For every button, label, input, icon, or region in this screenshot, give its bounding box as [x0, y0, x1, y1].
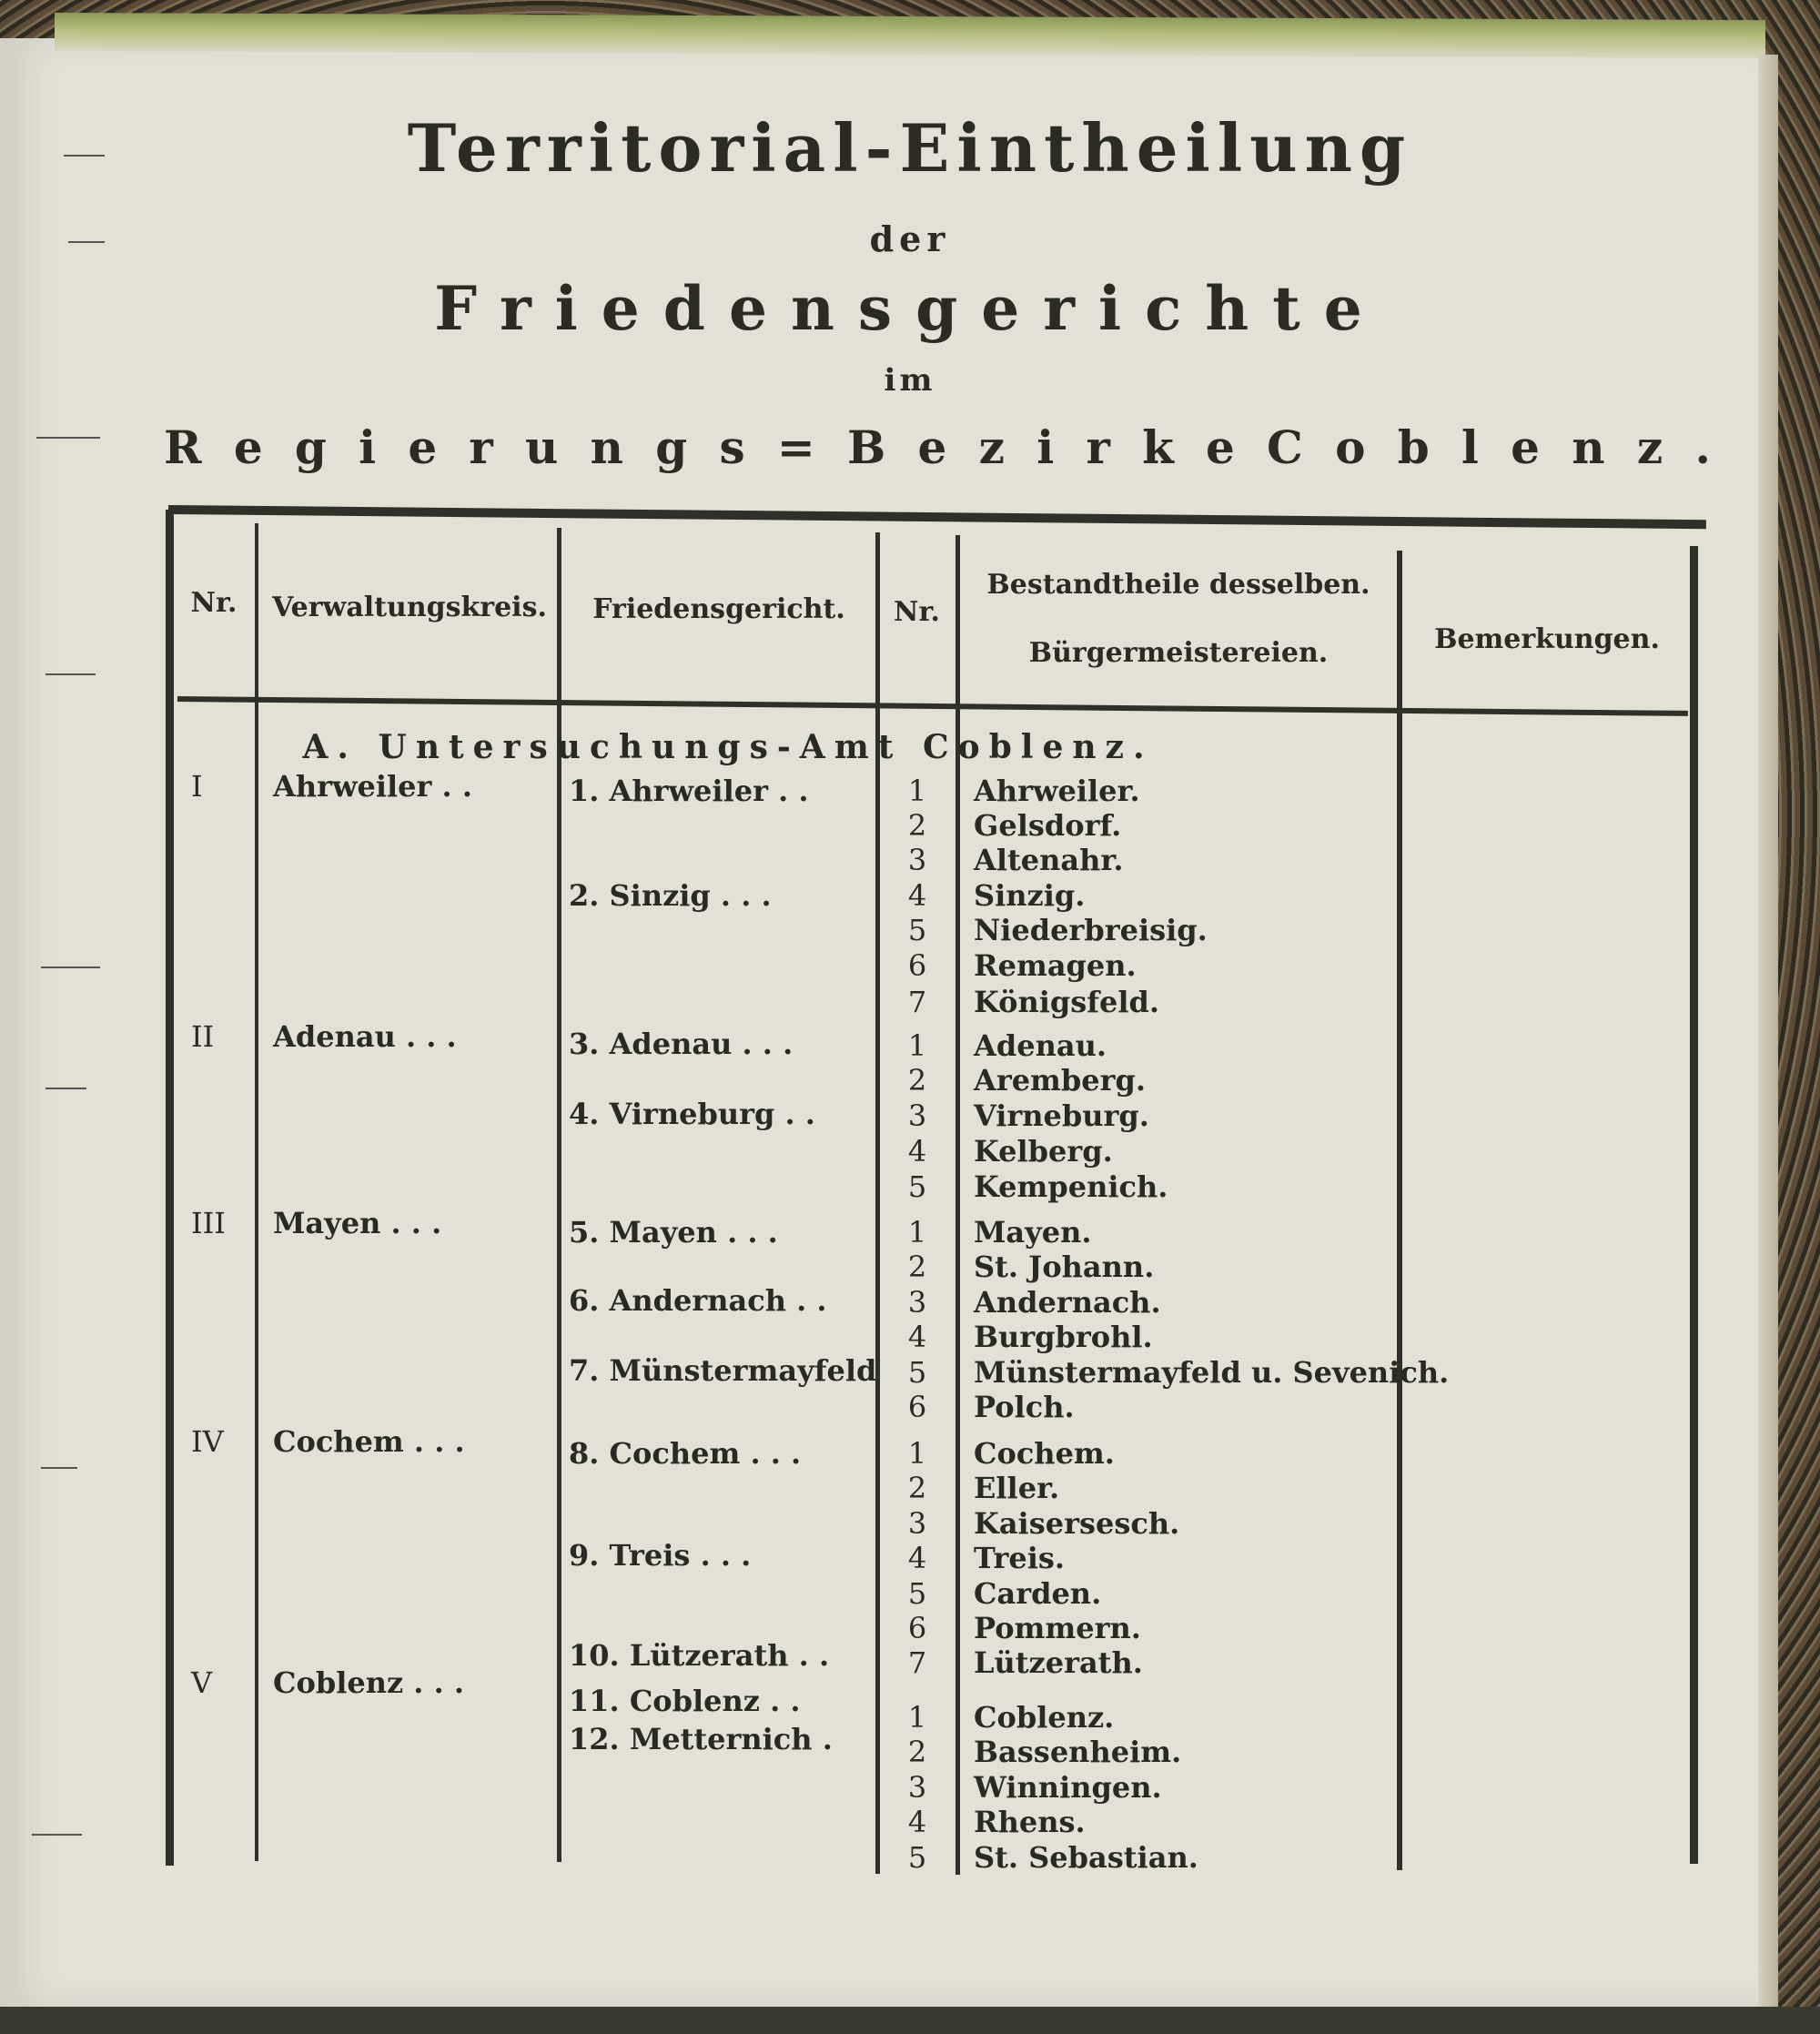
- buergermeisterei-name: Andernach.: [974, 1285, 1161, 1320]
- buergermeisterei-name: Virneburg.: [974, 1098, 1149, 1133]
- buergermeisterei-name: Treis.: [974, 1541, 1066, 1575]
- header-friedensgericht: Friedensgericht.: [592, 593, 845, 625]
- kreis-number: V: [191, 1665, 213, 1700]
- title-letter: r: [469, 420, 493, 474]
- col-rule-bestand: [1397, 551, 1402, 1870]
- buergermeisterei-number: 6: [907, 948, 927, 983]
- buergermeisterei-name: Gelsdorf.: [974, 808, 1122, 843]
- buergermeisterei-number: 6: [907, 1611, 927, 1645]
- title-letter: e: [917, 420, 947, 474]
- title-letter: e: [233, 420, 263, 474]
- buergermeisterei-number: 7: [907, 985, 927, 1019]
- title-letter: n: [590, 420, 623, 474]
- title-letter: k: [1142, 420, 1174, 474]
- buergermeisterei-name: Kelberg.: [974, 1134, 1113, 1169]
- buergermeisterei-number: 1: [907, 1215, 927, 1250]
- buergermeisterei-name: Königsfeld.: [974, 985, 1160, 1019]
- buergermeisterei-name: Kempenich.: [974, 1169, 1168, 1204]
- buergermeisterei-number: 4: [907, 1805, 927, 1839]
- buergermeisterei-number: 2: [907, 808, 927, 843]
- kreis-number: II: [191, 1019, 215, 1054]
- page-right-edge: [1758, 55, 1778, 2011]
- buergermeisterei-name: Niederbreisig.: [974, 913, 1208, 947]
- buergermeisterei-number: 4: [907, 1134, 927, 1169]
- title-letter: e: [408, 420, 438, 474]
- buergermeisterei-number: 3: [907, 1098, 927, 1133]
- table-right-border: [1690, 546, 1698, 1864]
- buergermeisterei-number: 4: [907, 1541, 927, 1575]
- buergermeisterei-number: 6: [907, 1390, 927, 1424]
- title-letter: z: [1636, 420, 1663, 474]
- binding-mark: [32, 1834, 82, 1836]
- friedensgericht-name: 7. Münstermayfeld: [569, 1353, 877, 1388]
- title-letter: e: [1205, 420, 1235, 474]
- title-letter: C: [1267, 420, 1303, 474]
- buergermeisterei-name: Lützerath.: [974, 1645, 1143, 1680]
- kreis-number: IV: [191, 1424, 224, 1459]
- buergermeisterei-name: Winningen.: [974, 1770, 1162, 1805]
- friedensgericht-name: 2. Sinzig . . .: [569, 878, 772, 913]
- title-letter: b: [1397, 420, 1430, 474]
- buergermeisterei-name: Eller.: [974, 1471, 1060, 1505]
- buergermeisterei-number: 3: [907, 1506, 927, 1541]
- title-regierungs-bezirk: [164, 420, 1711, 474]
- bottom-strip: [0, 2007, 1820, 2034]
- friedensgericht-name: 11. Coblenz . .: [569, 1684, 801, 1718]
- buergermeisterei-name: Cochem.: [974, 1436, 1115, 1471]
- col-rule-nr: [255, 523, 258, 1861]
- buergermeisterei-name: Polch.: [974, 1390, 1075, 1424]
- header-nr2: Nr.: [894, 596, 940, 628]
- page-top-edge: [55, 13, 1765, 58]
- friedensgericht-name: 9. Treis . . .: [569, 1538, 752, 1573]
- header-nr: Nr.: [190, 587, 238, 619]
- header-bemerkungen: Bemerkungen.: [1434, 623, 1660, 655]
- page-title: Territorial-Eintheilung: [407, 109, 1413, 187]
- buergermeisterei-name: Adenau.: [974, 1028, 1107, 1063]
- buergermeisterei-number: 5: [907, 1169, 927, 1204]
- buergermeisterei-number: 5: [907, 1576, 927, 1611]
- buergermeisterei-name: Aremberg.: [974, 1063, 1147, 1098]
- buergermeisterei-name: St. Johann.: [974, 1250, 1155, 1284]
- buergermeisterei-name: Carden.: [974, 1576, 1102, 1611]
- kreis-name: Coblenz . . .: [273, 1665, 464, 1700]
- buergermeisterei-number: 3: [907, 1770, 927, 1805]
- buergermeisterei-number: 3: [907, 1285, 927, 1320]
- title-letter: o: [1335, 420, 1366, 474]
- buergermeisterei-name: Remagen.: [974, 948, 1137, 983]
- buergermeisterei-number: 3: [907, 843, 927, 877]
- title-letter: g: [294, 420, 327, 474]
- title-line-im: im: [884, 362, 936, 399]
- binding-mark: [36, 437, 100, 439]
- binding-mark: [46, 1088, 86, 1089]
- header-buergermeistereien: Bürgermeistereien.: [1028, 637, 1329, 669]
- title-letter: n: [1572, 420, 1605, 474]
- buergermeisterei-number: 5: [907, 1355, 927, 1390]
- friedensgericht-name: 4. Virneburg . .: [569, 1097, 815, 1131]
- kreis-name: Cochem . . .: [273, 1424, 465, 1459]
- friedensgericht-name: 12. Metternich .: [569, 1722, 833, 1756]
- title-letter: i: [1036, 420, 1055, 474]
- buergermeisterei-name: St. Sebastian.: [974, 1840, 1198, 1875]
- buergermeisterei-number: 1: [907, 1436, 927, 1471]
- title-letter: e: [1511, 420, 1540, 474]
- buergermeisterei-number: 5: [907, 1840, 927, 1875]
- buergermeisterei-name: Pommern.: [974, 1611, 1141, 1645]
- friedensgericht-name: 10. Lützerath . .: [569, 1638, 830, 1673]
- friedensgericht-name: 1. Ahrweiler . .: [569, 774, 809, 808]
- buergermeisterei-name: Altenahr.: [974, 843, 1124, 877]
- buergermeisterei-name: Mayen.: [974, 1215, 1092, 1250]
- kreis-name: Adenau . . .: [273, 1019, 457, 1054]
- kreis-name: Ahrweiler . .: [273, 769, 472, 804]
- title-line-der: der: [869, 218, 951, 259]
- buergermeisterei-number: 2: [907, 1063, 927, 1098]
- friedensgericht-name: 6. Andernach . .: [569, 1283, 827, 1318]
- buergermeisterei-number: 4: [907, 1320, 927, 1354]
- title-letter: s: [719, 420, 745, 474]
- header-verwaltungskreis: Verwaltungskreis.: [272, 592, 547, 623]
- title-letter: i: [359, 420, 377, 474]
- binding-mark: [41, 1467, 77, 1469]
- buergermeisterei-number: 1: [907, 774, 927, 808]
- title-letter: l: [1461, 420, 1479, 474]
- buergermeisterei-number: 5: [907, 913, 927, 947]
- friedensgericht-name: 5. Mayen . . .: [569, 1215, 778, 1250]
- buergermeisterei-name: Coblenz.: [974, 1700, 1115, 1735]
- table-left-border: [166, 510, 174, 1866]
- title-letter: z: [978, 420, 1005, 474]
- buergermeisterei-name: Burgbrohl.: [974, 1320, 1153, 1354]
- kreis-number: I: [191, 769, 203, 804]
- title-friedensgerichte: Friedensgerichte: [434, 273, 1386, 344]
- buergermeisterei-name: Bassenheim.: [974, 1735, 1182, 1769]
- title-letter: u: [525, 420, 559, 474]
- buergermeisterei-number: 7: [907, 1645, 927, 1680]
- buergermeisterei-number: 1: [907, 1028, 927, 1063]
- buergermeisterei-number: 4: [907, 878, 927, 913]
- title-letter: g: [655, 420, 688, 474]
- friedensgericht-name: 3. Adenau . . .: [569, 1027, 794, 1061]
- binding-mark: [46, 673, 96, 675]
- buergermeisterei-name: Kaisersesch.: [974, 1506, 1180, 1541]
- header-bestandtheile: Bestandtheile desselben.: [986, 569, 1370, 601]
- buergermeisterei-number: 2: [907, 1735, 927, 1769]
- buergermeisterei-name: Ahrweiler.: [974, 774, 1140, 808]
- title-letter: .: [1694, 420, 1711, 474]
- buergermeisterei-number: 2: [907, 1471, 927, 1505]
- buergermeisterei-name: Sinzig.: [974, 878, 1086, 913]
- friedensgericht-name: 8. Cochem . . .: [569, 1436, 802, 1471]
- buergermeisterei-number: 1: [907, 1700, 927, 1735]
- kreis-name: Mayen . . .: [273, 1206, 442, 1240]
- buergermeisterei-name: Münstermayfeld u. Sevenich.: [974, 1355, 1450, 1390]
- title-letter: B: [847, 420, 886, 474]
- section-heading: A. Untersuchungs-Amt Coblenz.: [302, 728, 1154, 766]
- buergermeisterei-number: 2: [907, 1250, 927, 1284]
- title-letter: r: [1086, 420, 1110, 474]
- binding-mark: [41, 966, 100, 968]
- title-letter: R: [164, 420, 202, 474]
- buergermeisterei-name: Rhens.: [974, 1805, 1086, 1839]
- title-letter: =: [776, 420, 815, 474]
- kreis-number: III: [191, 1206, 226, 1240]
